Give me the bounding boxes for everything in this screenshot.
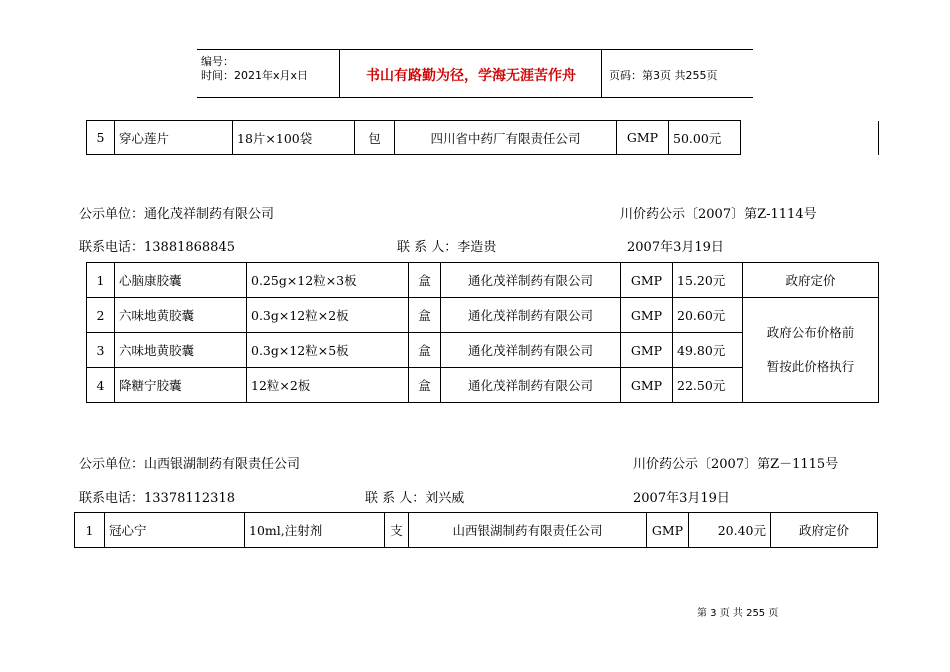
drug-unit: 盒 <box>409 368 441 403</box>
gmp-status: GMP <box>647 513 689 548</box>
drug-name: 穿心莲片 <box>115 121 233 155</box>
manufacturer: 山西银湖制药有限责任公司 <box>409 513 647 548</box>
row-no: 3 <box>87 333 115 368</box>
section2-date: 2007年3月19日 <box>633 491 730 506</box>
drug-name: 心脑康胶囊 <box>115 263 247 298</box>
drug-price: 15.20元 <box>673 263 743 298</box>
continued-table <box>86 120 879 155</box>
drug-name: 六味地黄胶囊 <box>115 298 247 333</box>
drug-price: 22.50元 <box>673 368 743 403</box>
remark-cell <box>741 121 879 155</box>
remark-line: 暂按此价格执行 <box>766 359 855 374</box>
table-row <box>75 513 878 548</box>
drug-unit: 支 <box>385 513 409 548</box>
drug-unit: 包 <box>355 121 395 155</box>
doc-number-label: 编号： <box>201 55 234 68</box>
header-slogan: 书山有路勤为径，学海无涯苦作舟 <box>366 68 576 84</box>
drug-price: 49.80元 <box>673 333 743 368</box>
drug-price: 20.40元 <box>689 513 771 548</box>
gmp-status: GMP <box>621 333 673 368</box>
header-divider <box>339 50 340 97</box>
drug-spec: 12粒×2板 <box>247 368 409 403</box>
row-no: 1 <box>87 263 115 298</box>
page-footer: 第 3 页 共 255 页 <box>697 608 779 619</box>
drug-spec: 10ml,注射剂 <box>245 513 385 548</box>
section1-phone: 联系电话：13881868845 <box>79 240 235 255</box>
price-remark: 政府定价 <box>771 513 878 548</box>
page-header <box>197 49 753 98</box>
price-remark <box>743 298 879 403</box>
price-remark: 政府定价 <box>743 263 879 298</box>
row-no: 1 <box>75 513 105 548</box>
table-row <box>87 263 879 298</box>
drug-unit: 盒 <box>409 298 441 333</box>
section1-company: 公示单位：通化茂祥制药有限公司 <box>79 207 275 222</box>
drug-unit: 盒 <box>409 333 441 368</box>
drug-spec: 0.3g×12粒×5板 <box>247 333 409 368</box>
gmp-status: GMP <box>621 263 673 298</box>
gmp-status: GMP <box>621 298 673 333</box>
manufacturer: 通化茂祥制药有限公司 <box>441 298 621 333</box>
drug-name: 冠心宁 <box>105 513 245 548</box>
drug-spec: 0.25g×12粒×3板 <box>247 263 409 298</box>
row-no: 5 <box>87 121 115 155</box>
section1-notice: 川价药公示〔2007〕第Z-1114号 <box>620 207 817 222</box>
section2-contact: 联 系 人：刘兴威 <box>365 491 465 506</box>
section1-date: 2007年3月19日 <box>627 240 724 255</box>
manufacturer: 通化茂祥制药有限公司 <box>441 368 621 403</box>
manufacturer: 四川省中药厂有限责任公司 <box>395 121 617 155</box>
gmp-status: GMP <box>621 368 673 403</box>
drug-name: 六味地黄胶囊 <box>115 333 247 368</box>
row-no: 4 <box>87 368 115 403</box>
drug-unit: 盒 <box>409 263 441 298</box>
drug-price: 20.60元 <box>673 298 743 333</box>
section2-phone: 联系电话：13378112318 <box>79 491 235 506</box>
table-row <box>87 121 879 155</box>
header-divider <box>601 50 602 97</box>
drug-price: 50.00元 <box>669 121 741 155</box>
manufacturer: 通化茂祥制药有限公司 <box>441 263 621 298</box>
drug-name: 降糖宁胶囊 <box>115 368 247 403</box>
row-no: 2 <box>87 298 115 333</box>
gmp-status: GMP <box>617 121 669 155</box>
page-indicator: 页码：第3页 共255页 <box>609 69 718 82</box>
section2-company: 公示单位：山西银湖制药有限责任公司 <box>79 457 301 472</box>
table-row <box>87 298 879 333</box>
manufacturer: 通化茂祥制药有限公司 <box>441 333 621 368</box>
doc-time-label: 时间：2021年x月x日 <box>201 69 309 82</box>
section1-contact: 联 系 人：李造贵 <box>397 240 497 255</box>
drug-spec: 18片×100袋 <box>233 121 355 155</box>
section2-table <box>74 512 878 548</box>
section1-table <box>86 262 879 403</box>
drug-spec: 0.3g×12粒×2板 <box>247 298 409 333</box>
remark-line: 政府公布价格前 <box>766 325 855 340</box>
section2-notice: 川价药公示〔2007〕第Z－1115号 <box>633 457 839 472</box>
